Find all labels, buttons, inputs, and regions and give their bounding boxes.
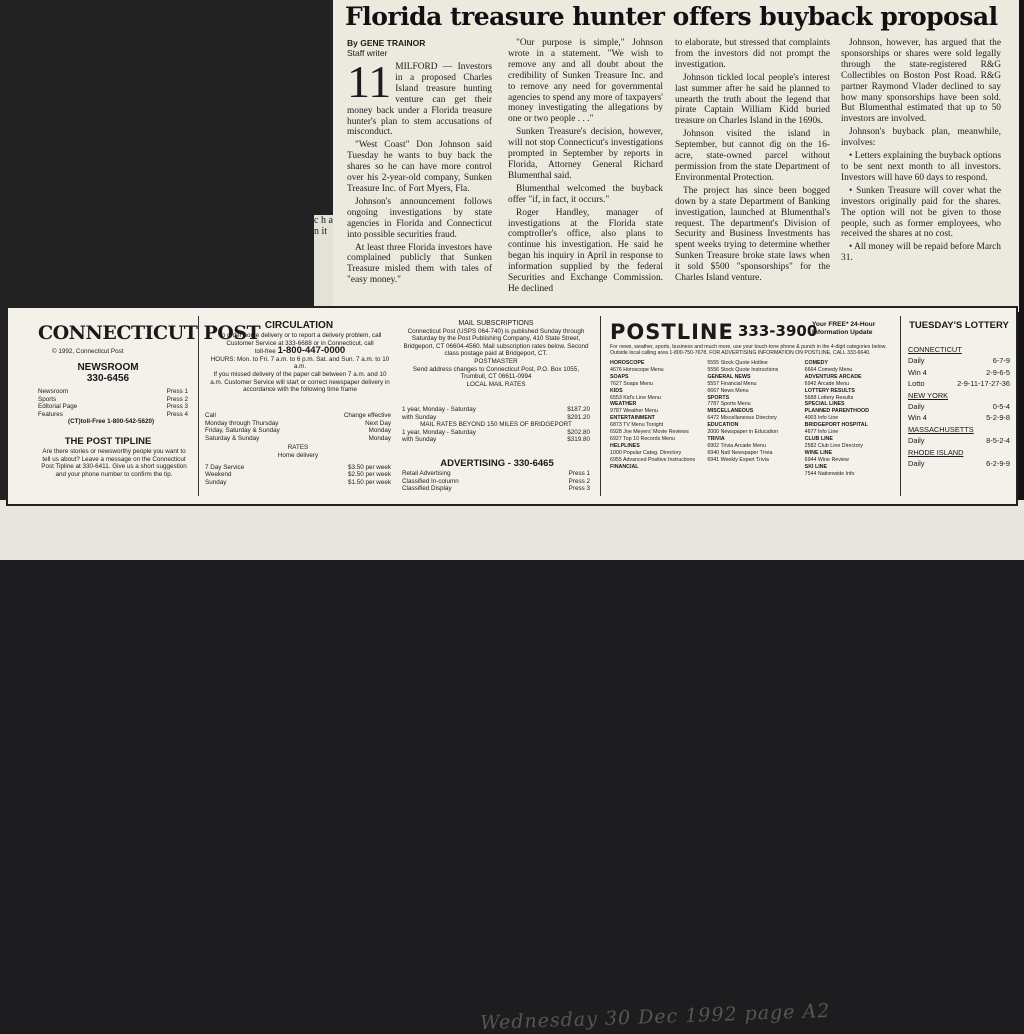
mail-rates-table: [402, 406, 590, 444]
byline-role: Staff writer: [347, 48, 388, 58]
lottery-game: Daily: [908, 402, 925, 412]
postline-entry: 6927 Top 10 Records Menu: [610, 435, 675, 442]
table-row: Monday through Thursday Next Day: [205, 419, 391, 427]
circulation-phone: 1-800-447-0000: [277, 345, 346, 357]
postline-entry: SOAPS: [610, 373, 629, 380]
newsroom-heading: [28, 362, 188, 384]
bullet-paragraph: • All money will be repaid before March 31.: [841, 242, 1001, 264]
postline-entry: SPECIAL LINES: [804, 401, 845, 408]
postline-instructions: For news, weather, sports, business and much more, use your touch-tone phone & punch in the 4-digit categories below. Outside local calling area 1-800-750-7678. FOR ADVERTISING INFORMATION ON POSTLINE, CALL 333-6640.: [610, 344, 887, 356]
toll-free-number: (CT)toll-Free 1-800-542-5620): [68, 418, 155, 426]
lottery-row: [908, 401, 1010, 412]
table-row: with Sunday $319.80: [402, 436, 590, 444]
article-column-1: [347, 38, 492, 288]
circulation-title: CIRCULATION: [264, 320, 334, 331]
article-clipping: [333, 0, 1019, 312]
adjacent-column-text: c h a n it: [314, 215, 333, 237]
postline-logo: POSTLINE: [610, 320, 734, 344]
lottery-row: [908, 435, 1010, 446]
circulation-text: To order home delivery or to report a delivery problem, call Customer Service at 333-6688 or in Connecticut, call: [218, 332, 382, 347]
paragraph: Blumenthal welcomed the buyback offer "if, in fact, it occurs.": [508, 183, 663, 205]
postline-entry: BRIDGEPORT HOSPITAL: [804, 422, 868, 429]
postline-entry: FINANCIAL: [610, 463, 639, 470]
postline-entry: ADVENTURE ARCADE: [804, 373, 862, 380]
adjacent-column-fragment: [314, 215, 333, 310]
postline-entry: 7544 Nationwide Info: [804, 470, 855, 477]
lottery-row: [908, 412, 1010, 423]
lottery-row: [908, 378, 1010, 389]
lottery-state: CONNECTICUT: [908, 345, 962, 354]
lottery-numbers: 0-5-4: [992, 402, 1010, 412]
lottery-numbers: 5-2-9-8: [986, 413, 1010, 423]
lottery-numbers: 6-7-9: [992, 356, 1010, 366]
copyright: © 1992, Connecticut Post: [52, 348, 124, 355]
postline-entry: COMEDY: [804, 360, 828, 366]
circulation-hours: HOURS: Mon. to Fri. 7 a.m. to 6 p.m. Sat. and Sun. 7 a.m. to 10 a.m.: [210, 355, 390, 371]
postline-phone: 333-3900: [738, 322, 818, 340]
postline-entry: 6955 Advanced Positive Instructions: [610, 456, 696, 463]
postline-column: [707, 360, 800, 477]
newsroom-title: NEWSROOM: [77, 362, 139, 373]
postline-entry: 6667 News Menu: [707, 387, 749, 394]
article-column-3: [675, 38, 830, 286]
postline-entry: 2000 Newspaper in Education: [707, 429, 779, 436]
postmaster-text: Send address changes to Connecticut Post, P.O. Box 1055, Trumbull, CT 06611-0994: [412, 365, 580, 381]
tipline-title: THE POST TIPLINE: [64, 436, 152, 447]
newsroom-row: Features Press 4: [38, 410, 188, 418]
lottery-numbers: 8-5-2-4: [986, 436, 1010, 446]
postmaster-title: POSTMASTER: [474, 357, 518, 365]
lottery-results: [908, 344, 1010, 469]
local-rates-title: LOCAL MAIL RATES: [466, 380, 526, 388]
postline-entry: 6902 Trivia Arcade Menu: [707, 442, 766, 449]
table-row: Saturday & Sunday Monday: [205, 434, 391, 442]
postline-entry: PLANNED PARENTHOOD: [804, 408, 870, 415]
masthead-info-box: [6, 306, 1018, 506]
paragraph: to elaborate, but stressed that complaints from the investors did not prompt the investigation.: [675, 38, 830, 70]
table-row: 1 year, Monday - Saturday $202.80: [402, 428, 590, 436]
rates-head: RATES: [287, 444, 309, 452]
lottery-numbers: 2-9-6-5: [986, 367, 1010, 377]
divider: [900, 316, 901, 496]
postline-entry: MISCELLANEOUS: [707, 408, 754, 415]
paragraph: "Our purpose is simple," Johnson wrote in a statement. "We wish to remove any and all doubt about the credibility of Sunken Treasure Inc. and to remove any need for governmental agencies to spend any more of taxpayers' money investigating the allegations by one or two people . . .": [508, 38, 663, 125]
postline-entry: WINE LINE: [804, 449, 833, 456]
lottery-game: Win 4: [908, 413, 927, 423]
postline-entry: WEATHER: [610, 401, 637, 408]
toll-free-label: toll-free: [254, 348, 276, 356]
mail-title: MAIL SUBSCRIPTIONS: [458, 320, 534, 327]
postline-entry: CLUB LINE: [804, 435, 833, 442]
paragraph: The project has since been bogged down by a state Department of Banking investigation, launched at Blumenthal's request. The department's Division of Security and Business Investments has spent weeks trying to determine whether Sunken Treasure broke state laws when it sold $500 "sponsorships" for the Charles Island venture.: [675, 185, 830, 284]
postline-entry: 1000 Popular Categ. Directory: [610, 449, 682, 456]
postline-entry: 5555 Stock Quote Hotline: [707, 360, 768, 366]
postline-entry: 5688 Lottery Results: [804, 394, 854, 401]
lottery-row: [908, 458, 1010, 469]
table-row: with Sunday $291.20: [402, 413, 590, 421]
paragraph: Johnson's announcement follows ongoing investigations by state agencies in Florida and Connecticut into possible securities fraud.: [347, 196, 492, 240]
table-row: Weekend $2.50 per week: [205, 471, 391, 479]
lottery-state: NEW YORK: [908, 390, 949, 400]
rates-sub: Home delivery: [277, 451, 319, 459]
postline-entry: KIDS: [610, 387, 623, 394]
circulation-phone-line: [208, 347, 392, 356]
postline-entry: 6942 Arcade Menu: [804, 380, 850, 387]
circulation-info: [208, 332, 392, 394]
bullet-paragraph: • Sunken Treasure will cover what the investors originally paid for the shares. The option will not be given to those people, such as former employees, who received the shares at no cost.: [841, 185, 1001, 240]
table-row: 1 year, Monday - Saturday $187.20: [402, 406, 590, 413]
postline-entry: ENTERTAINMENT: [610, 415, 655, 422]
tipline-text: Are there stories or newsworthy people you want to tell us about? Leave a message on the Connecticut Post Tipline at 330-6411. Give us a short suggestion and your phone number to confirm the tip.: [41, 448, 187, 478]
postline-entry: 9787 Weather Menu: [610, 408, 658, 415]
postline-entry: 6873 TV Menu Tonight: [610, 422, 664, 429]
lottery-numbers: 2-9-11-17-27-36: [957, 379, 1010, 389]
circulation-missed: If you missed delivery of the paper call between 7 a.m. and 10 a.m. Customer Service will start or correct newspaper delivery in accordance with the following time frame: [210, 370, 390, 394]
postline-directory: [610, 360, 898, 477]
postline-entry: 7627 Soaps Menu: [610, 380, 653, 387]
postline-entry: 6553 Kid's Line Menu: [610, 394, 661, 401]
byline-author: By GENE TRAINOR: [347, 38, 426, 48]
table-row: Classified In-column Press 2: [402, 477, 590, 485]
divider: [600, 316, 601, 496]
paragraph: Sunken Treasure's decision, however, will not stop Connecticut's investigations prompted in September by reports in Florida, Attorney General Richard Blumenthal said.: [508, 127, 663, 181]
table-row: Friday, Saturday & Sunday Monday: [205, 427, 391, 435]
paragraph: Johnson tickled local people's interest last summer after he said he planned to unearth the truth about the legend that pirate Captain William Kidd buried treasure on Charles Island in the 1690s.: [675, 72, 830, 127]
postline-entry: TRIVIA: [707, 435, 725, 442]
advertising-title: ADVERTISING - 330-6465: [440, 458, 554, 469]
byline: [347, 38, 492, 58]
postline-entry: SPORTS: [707, 394, 730, 401]
postline-entry: GENERAL NEWS: [707, 373, 751, 380]
table-header: Call Change effective: [205, 412, 391, 419]
lottery-state: RHODE ISLAND: [908, 447, 964, 457]
newsroom-list: [38, 388, 188, 426]
connecticut-post-logo: CONNECTICUT POST: [38, 322, 261, 344]
paragraph: Johnson visited the island in September, but cannot dig on the 16-acre, state-owned parcel without permission from the state Department of Environmental Protection.: [675, 129, 830, 183]
postline-entry: SKI LINE: [804, 463, 828, 470]
mail-text: Connecticut Post (USPS 064-740) is published Sunday through Saturday by the Post Publishing Company, 410 State Street, Bridgeport, CT 06604-4560. Mail subscription rates below. Second class postage paid at Bridgeport, CT.: [403, 327, 589, 358]
postline-entry: 6472 Miscellaneous Directory: [707, 415, 777, 422]
postline-column: [805, 360, 898, 477]
postline-entry: 6664 Comedy Menu: [804, 366, 853, 373]
lottery-game: Win 4: [908, 367, 927, 377]
lottery-row: [908, 355, 1010, 366]
postline-entry: HELPLINES: [610, 442, 640, 449]
postline-entry: 4003 Info Line: [804, 415, 839, 422]
table-row: Retail Advertising Press 1: [402, 470, 590, 477]
newsroom-row: Newsroom Press 1: [38, 388, 188, 395]
table-row: 7 Day Service $3.50 per week: [205, 463, 391, 471]
handwritten-date-note: Wednesday 30 Dec 1992 page A2: [479, 999, 831, 1034]
dropcap: 11: [347, 56, 392, 107]
postline-entry: 4676 Horoscope Menu: [610, 366, 664, 373]
paragraph: At least three Florida investors have complained publicly that Sunken Treasure misled them with tales of "easy money.": [347, 242, 492, 286]
postline-entry: HOROSCOPE: [610, 360, 645, 366]
postline-column: [610, 360, 703, 477]
postline-entry: 6940 Natl Newspaper Trivia: [707, 449, 773, 456]
table-row: Sunday $1.50 per week: [205, 478, 391, 486]
lottery-state: MASSACHUSETTS: [908, 424, 974, 434]
mail-subscriptions: [402, 320, 590, 388]
paragraph: "West Coast" Don Johnson said Tuesday he wants to buy back the shares so he can have more control over his 2-year-old company, Sunken Treasure Inc. of Fort Myers, Fla.: [347, 140, 492, 194]
postline-entry: 6941 Weekly Expert Trivia: [707, 456, 769, 463]
lead-text: MILFORD — Investors in a proposed Charles Island treasure hunting venture can get their money back under a Florida treasure hunter's plan to stem accusations of misconduct.: [347, 62, 492, 138]
postline-entry: 4677 Info Line: [804, 429, 839, 436]
paragraph: Johnson's buyback plan, meanwhile, involves:: [841, 127, 1001, 149]
postline-entry: 5557 Financial Menu: [707, 380, 757, 387]
paragraph: Roger Handley, manager of investigations at the Florida state comptroller's office, also plans to continue his investigation. He said he began his inquiry in April in response to information supplied by the federal Securities and Exchange Commission. He declined: [508, 207, 663, 294]
newsroom-row: Editorial Page Press 3: [38, 403, 188, 411]
advertising-list: [402, 470, 590, 493]
article-column-2: [508, 38, 663, 297]
postline-entry: 5556 Stock Quote Instructions: [707, 366, 779, 373]
postline-entry: LOTTERY RESULTS: [804, 387, 855, 394]
postline-entry: 2582 Club Line Directory: [804, 442, 863, 449]
lottery-game: Daily: [908, 436, 925, 446]
table-row: Classified Display Press 3: [402, 485, 590, 493]
paragraph: Johnson, however, has argued that the sponsorships or shares were sold legally through the state-registered R&G Collectibles on Boston Post Road. R&G partner Raymond Vlader declined to say how many sponsorships have been sold. But Blumenthal estimated that up to 50 investors are involved.: [841, 38, 1001, 125]
postline-grid: [610, 360, 898, 477]
bullet-paragraph: • Letters explaining the buyback options to be sent next month to all investors. Investors will have 60 days to respond.: [841, 151, 1001, 183]
postline-entry: 6928 Joe Meyers' Movie Reviews: [610, 429, 689, 436]
article-column-4: [841, 38, 1001, 266]
lottery-numbers: 6-2-9-9: [986, 459, 1010, 469]
postline-entry: 7787 Sports Menu: [707, 401, 751, 408]
beyond-title: MAIL RATES BEYOND 150 MILES OF BRIDGEPORT: [420, 421, 572, 429]
postline-entry: EDUCATION: [707, 422, 739, 429]
article-headline: Florida treasure hunter offers buyback proposal: [345, 2, 998, 31]
newsroom-phone: 330-6456: [86, 373, 130, 384]
lottery-game: Lotto: [908, 379, 925, 389]
delivery-timeframe-table: [205, 412, 391, 486]
lottery-title: TUESDAY'S LOTTERY: [909, 320, 1009, 331]
newsroom-row: Sports Press 2: [38, 395, 188, 403]
lottery-row: [908, 367, 1010, 378]
lead-paragraph: [347, 56, 492, 138]
lottery-game: Daily: [908, 356, 925, 366]
lottery-game: Daily: [908, 459, 925, 469]
postline-badge: Your FREE* 24-Hour Information Update: [812, 321, 876, 336]
paper-margin: [0, 500, 1024, 1034]
postline-entry: 6944 Wine Review: [804, 456, 849, 463]
